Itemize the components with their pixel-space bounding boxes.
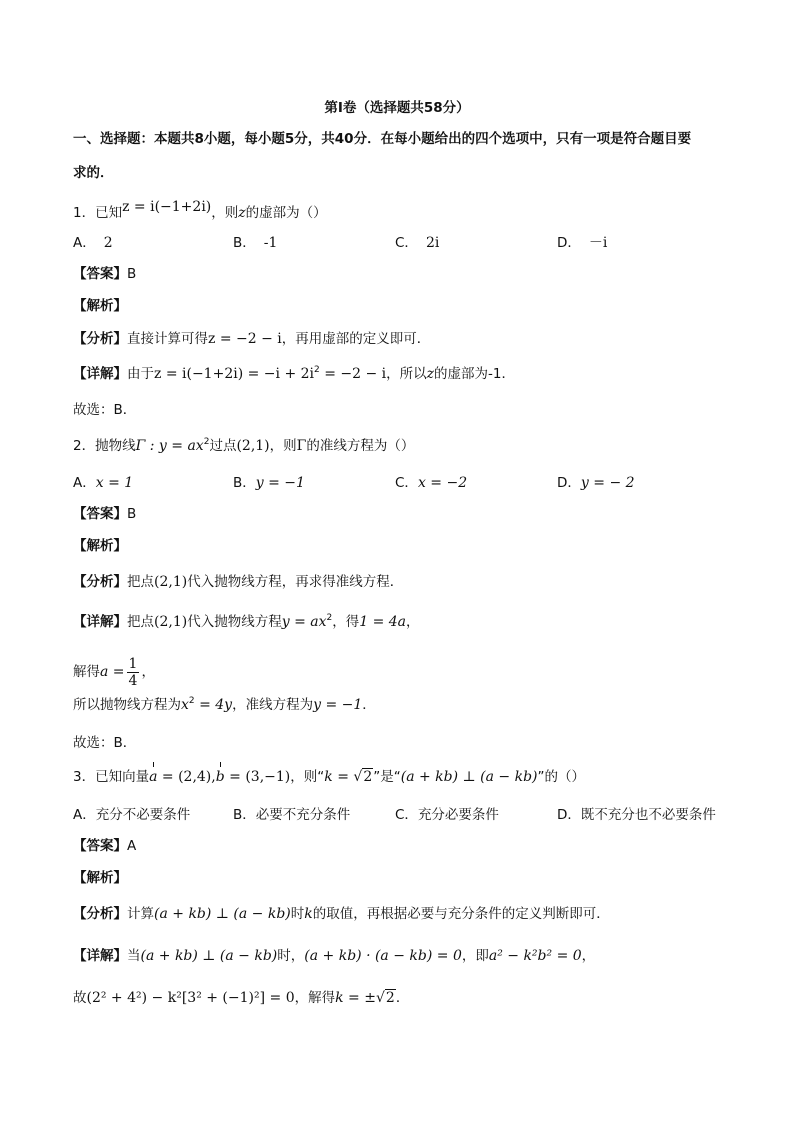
q3-final-sqrt: √2	[375, 990, 395, 1006]
question-1	[73, 199, 327, 223]
q2-fenxi: 【分析】把点(2,1)代入抛物线方程，再求得准线方程．	[73, 574, 404, 590]
q1-choose: 故选：B．	[73, 402, 137, 418]
q1-xiangjie: 【详解】由于$z = i(-1+2i) = -i + 2i^2 = -2 - i$，所以z的虚部为-1．	[73, 365, 515, 382]
q3-option-c: C．充分必要条件	[395, 807, 499, 823]
q2-solve: 解得a = $\frac{1}{4}$ ，	[73, 655, 155, 689]
q3-option-b: B．必要不充分条件	[233, 807, 351, 823]
q2-xiangjie: 【详解】把点(2,1)代入抛物线方程$y = ax^2$，得1 = 4a，	[73, 613, 420, 630]
q3-option-a: A．充分不必要条件	[73, 807, 191, 823]
q3-fenxi: 【分析】计算(a + kb) ⊥ (a − kb)时k的取值，再根据必要与充分条件的定义判断即可．	[73, 906, 610, 922]
q2-analysis-label: 【解析】	[73, 538, 127, 554]
q2-answer: 【答案】B	[73, 506, 137, 522]
q1-fenxi: 【分析】直接计算可得z = −2 − i，再用虚部的定义即可．	[73, 331, 431, 347]
q2-option-b: B．y = −1	[233, 475, 305, 491]
q1-option-a: A． 2	[73, 235, 113, 251]
q2-fraction: $\frac{1}{4}$	[128, 655, 138, 689]
section-title: 第Ⅰ卷（选择题共58分）	[324, 100, 470, 116]
question-2: 2．抛物线Γ : $y = ax^2$过点(2,1)，则Γ的准线方程为（）	[73, 437, 415, 454]
q2-option-d: D．y = − 2	[557, 475, 635, 491]
q2-option-a: A．x = 1	[73, 475, 134, 491]
q3-xiangjie: 【详解】当(a + kb) ⊥ (a − kb)时，(a + kb) · (a − kb) = 0，即a² − k²b² = 0，	[73, 948, 596, 964]
q1-var: z	[238, 205, 246, 221]
q3-option-d: D．既不充分也不必要条件	[557, 807, 716, 823]
q1-option-d: D． －i	[557, 235, 608, 251]
q1-option-c: C． 2i	[395, 235, 440, 251]
q3-sqrt: √2	[353, 769, 373, 785]
q2-choose: 故选：B．	[73, 735, 137, 751]
q2-conclusion: 所以抛物线方程为$x^2 = 4y$，准线方程为y = −1．	[73, 696, 376, 713]
instructions-line-2: 求的．	[73, 165, 114, 181]
instructions-line-1: 一、选择题：本题共8小题，每小题5分，共40分．在每小题给出的四个选项中，只有一项是符合题目要	[73, 131, 692, 147]
q3-analysis-label: 【解析】	[73, 870, 127, 886]
q1-suffix2: 的虚部为（）	[245, 205, 327, 221]
q1-answer: 【答案】B	[73, 266, 137, 282]
q3-final: 故(2² + 4²) − k²[3² + (−1)²] = 0，解得k = ±√2．	[73, 990, 410, 1006]
q2-option-c: C．x = −2	[395, 475, 468, 491]
q1-prefix: 1．已知	[73, 205, 123, 221]
question-3: 3．已知向量a = (2,4),b = (3,−1)，则“k = √2”是“(a + kb) ⊥ (a − kb)”的（）	[73, 769, 585, 785]
q3-answer: 【答案】A	[73, 838, 137, 854]
q1-analysis-label: 【解析】	[73, 298, 127, 314]
q1-math: z = i(−1+2i)	[122, 199, 212, 215]
q1-suffix1: ，则	[211, 205, 239, 221]
q1-option-b: B． -1	[233, 235, 278, 251]
